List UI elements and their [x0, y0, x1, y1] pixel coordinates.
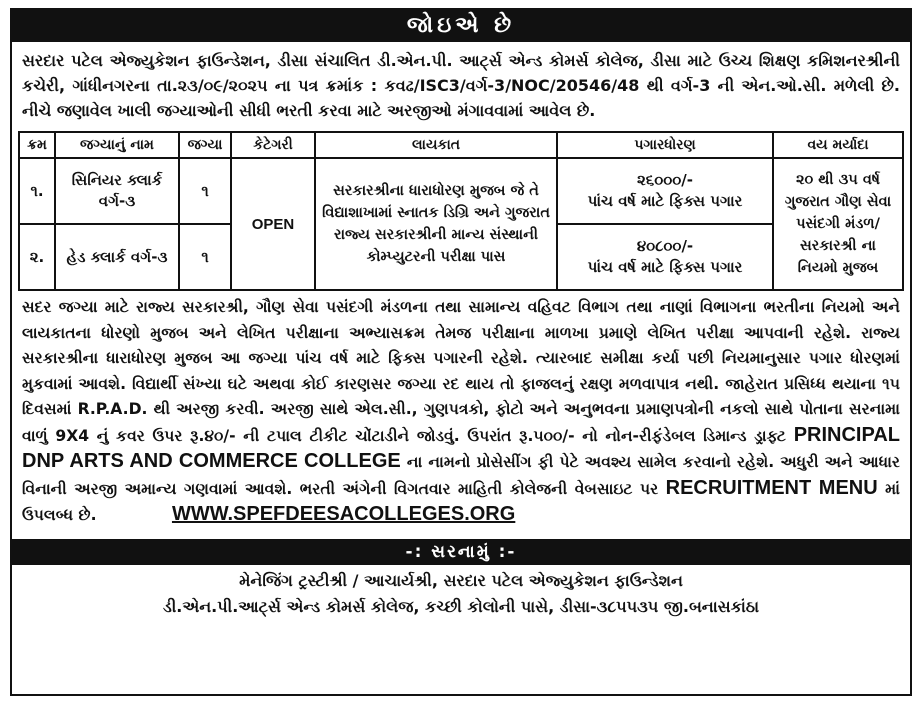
address-line-2: ડી.એન.પી.આર્ટ્સ એન્ડ કોમર્સ કોલેજ, કચ્છી કોલોની પાસે, ડીસા-૩૮૫૫૩૫ જી.બનાસકાંઠા	[162, 596, 760, 616]
address-line-1: મેનેજિંગ ટ્રસ્ટીશ્રી / આચાર્યશ્રી, સરદાર પટેલ એજ્યુકેશન ફાઉન્ડેશન	[239, 570, 683, 590]
recruitment-advertisement	[10, 8, 912, 696]
pay-amount: ૪૦૮૦૦/-	[636, 237, 694, 255]
header-post-name: જગ્યાનું નામ	[55, 132, 179, 158]
cell-post-count: ૧	[179, 158, 231, 224]
cell-qualification: સરકારશ્રીના ધારાધોરણ મુજબ જે તે વિદ્યાશાખામાં સ્નાતક ડિગ્રિ અને ગુજરાત રાજ્ય સરકારશ્રીની માન્ય સંસ્થાની કોમ્પ્યુટરની પરીક્ષા પાસ	[315, 158, 557, 290]
cell-category: OPEN	[231, 158, 315, 290]
terms-paragraph	[12, 291, 910, 529]
cell-serial: ૨.	[19, 224, 55, 290]
cell-age-limit: ૨૦ થી ૩૫ વર્ષ ગુજરાત ગૌણ સેવા પસંદગી મંડળ/સરકારશ્રી ના નિયમો મુજબ	[773, 158, 903, 290]
pay-note: પાંચ વર્ષ માટે ફિક્સ પગાર	[587, 192, 743, 210]
cell-post-count: ૧	[179, 224, 231, 290]
table-header-row	[19, 132, 903, 158]
terms-text-continued: ના નામનો પ્રોસેસીંગ ફી પેટે અવશ્ય સામેલ કરવાનો રહેશે. અધુરી અને આધાર વિનાની અરજી અમાન્ય ગણવામાં આવશે. ભરતી અંગેની વિગતવાર માહિતી કોલેજની વેબસાઇટ પર	[22, 453, 900, 498]
college-name: PRINCIPAL DNP ARTS AND COMMERCE COLLEGE	[22, 423, 901, 472]
cell-post-name: સિનિયર ક્લાર્ક વર્ગ-૩	[55, 158, 179, 224]
header-post-count: જગ્યા	[179, 132, 231, 158]
website-link[interactable]: WWW.SPEFDEESACOLLEGES.ORG	[171, 503, 516, 525]
header-qualification: લાયકાત	[315, 132, 557, 158]
recruitment-menu-name: RECRUITMENT MENU	[665, 476, 878, 499]
vacancy-table	[18, 131, 904, 291]
pay-note: પાંચ વર્ષ માટે ફિક્સ પગાર	[587, 258, 743, 276]
terms-text: સદર જગ્યા માટે રાજ્ય સરકારશ્રી, ગૌણ સેવા પસંદગી મંડળના તથા સામાન્ય વહિવટ વિભાગ તથા નાણાં વિભાગના ભરતીના નિયમો અને લાયકાતના ધોરણો મુજબ અને લેખિત પરીક્ષાના અભ્યાસક્રમ તેમજ પરીક્ષાના માળખા પ્રમાણે લેખિત પરીક્ષા આપવાની રહેશે. રાજ્ય સરકારશ્રીના ધારાધોરણ મુજબ આ જગ્યા પાંચ વર્ષ માટે ફિક્સ પગારની રહેશે. ત્યારબાદ સમીક્ષા કર્યા પછી નિયમાનુસાર પગાર ધોરણમાં મુકવામાં આવશે. વિદ્યાર્થી સંખ્યા ઘટે અથવા કોઈ કારણસર જગ્યા રદ થાય તો ફાજલનું રક્ષણ મળવાપાત્ર નથી. જાહેરાત પ્રસિધ્ધ થયાના ૧૫ દિવસમાં R.P.A.D. થી અરજી કરવી. અરજી સાથે એલ.સી., ગુણપત્રકો, ફોટો અને અનુભવના પ્રમાણપત્રોની નકલો સાથે પોતાના સરનામા વાળું 9X4 નું કવર ઉપર રૂ.૪૦/- ની ટપાલ ટીકીટ ચોંટાડીને જોડવું. ઉપરાંત રૂ.૫૦૦/- નો નોન-રીફંડેબલ ડિમાન્ડ ડ્રાફ્ટ	[22, 298, 900, 445]
table-row	[19, 158, 903, 224]
terms-text-end: માં ઉપલબ્ધ છે.	[22, 479, 900, 524]
intro-paragraph: સરદાર પટેલ એજ્યુકેશન ફાઉન્ડેશન, ડીસા સંચાલિત ડી.એન.પી. આર્ટ્સ એન્ડ કોમર્સ કોલેજ, ડીસા માટે ઉચ્ચ શિક્ષણ કમિશનરશ્રીની કચેરી, ગાંધીનગરના તા.૨૩/૦૯/૨૦૨૫ ના પત્ર ક્રમાંક : કવઢ/ISC3/વર્ગ-3/NOC/20546/48 થી વર્ગ-3 ની એન.ઓ.સી. મળેલી છે. નીચે જણાવેલ ખાલી જગ્યાઓની સીધી ભરતી કરવા માટે અરજીઓ મંગાવવામાં આવેલ છે.	[22, 51, 900, 120]
header-serial: ક્રમ	[19, 132, 55, 158]
header-pay-scale: પગારધોરણ	[557, 132, 773, 158]
pay-amount: ૨૬૦૦૦/-	[637, 171, 693, 189]
cell-pay-scale	[557, 224, 773, 290]
header-category: કેટેગરી	[231, 132, 315, 158]
address-block	[12, 565, 910, 620]
address-heading: -: સરનામું :-	[12, 539, 910, 565]
header-age-limit: વય મર્યાદા	[773, 132, 903, 158]
cell-serial: ૧.	[19, 158, 55, 224]
cell-post-name: હેડ ક્લાર્ક વર્ગ-૩	[55, 224, 179, 290]
banner-heading: જોઇએ છે	[12, 10, 910, 42]
cell-pay-scale	[557, 158, 773, 224]
